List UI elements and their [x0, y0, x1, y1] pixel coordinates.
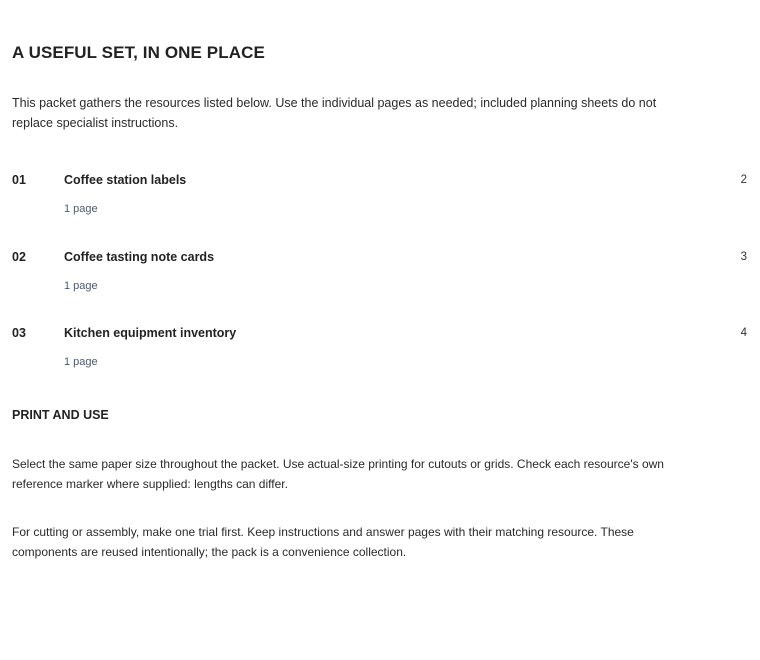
- print-paragraph: For cutting or assembly, make one trial first. Keep instructions and answer pages with their matching resource. These components are reused intentionally; the pack is a convenience collection.: [12, 525, 634, 559]
- item-number: 02: [12, 250, 26, 264]
- item-page-count: 1 page: [64, 356, 98, 368]
- section-heading: PRINT AND USE: [12, 408, 109, 422]
- contents-item: [12, 326, 752, 376]
- item-number: 01: [12, 173, 26, 187]
- intro-paragraph: This packet gathers the resources listed below. Use the individual pages as needed; included planning sheets do not replace specialist instructions.: [12, 96, 657, 130]
- item-number: 03: [12, 326, 26, 340]
- item-page-number: 4: [740, 327, 747, 339]
- item-name: Coffee station labels: [64, 173, 187, 187]
- item-page-number: 2: [740, 174, 747, 186]
- item-page-count: 1 page: [64, 280, 98, 292]
- item-page-count: 1 page: [64, 203, 98, 215]
- page-title: A USEFUL SET, IN ONE PLACE: [12, 43, 265, 62]
- item-name: Kitchen equipment inventory: [64, 326, 237, 340]
- item-name: Coffee tasting note cards: [64, 250, 215, 264]
- print-paragraph: Select the same paper size throughout the packet. Use actual-size printing for cutouts or grids. Check each resource's own reference marker where supplied: lengths can differ.: [12, 457, 664, 491]
- item-page-number: 3: [740, 251, 747, 263]
- contents-item: [12, 250, 752, 300]
- contents-item: [12, 173, 752, 223]
